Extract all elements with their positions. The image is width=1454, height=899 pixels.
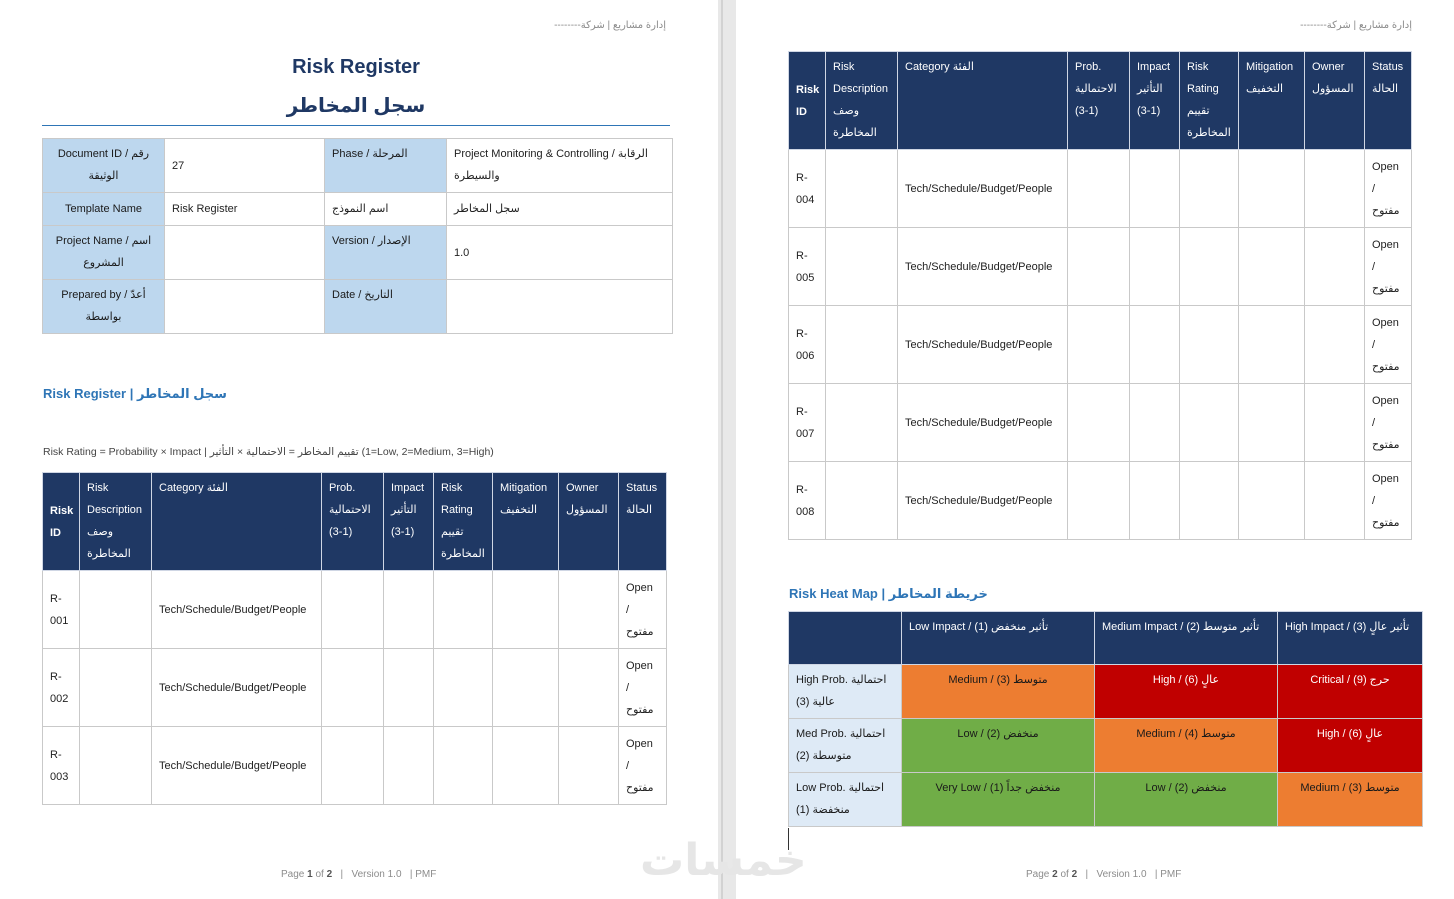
heat-cell-low: Low / منخفض (2) [1095, 773, 1278, 827]
risk-rating-formula: Risk Rating = Probability × Impact | تقييم المخاطر = الاحتمالية × التأثير (1=Low, 2=Medium, 3=High) [43, 446, 494, 458]
heat-map-corner [789, 612, 902, 665]
status-cell[interactable]: Open / مفتوح [1365, 462, 1412, 540]
col-status-header: Status الحالة [619, 473, 667, 571]
owner-cell[interactable] [1305, 228, 1365, 306]
risk-description-cell[interactable] [826, 150, 898, 228]
status-cell[interactable]: Open / مفتوح [619, 649, 667, 727]
probability-cell[interactable] [1068, 228, 1130, 306]
col-probability-header: Prob. الاحتمالية (1-3) [1068, 52, 1130, 150]
risk-rating-cell[interactable] [1180, 384, 1239, 462]
impact-cell[interactable] [384, 649, 434, 727]
heat-cell-very-low: Very Low / منخفض جداً (1) [902, 773, 1095, 827]
risk-rating-cell[interactable] [1180, 150, 1239, 228]
risk-rating-cell[interactable] [434, 727, 493, 805]
risk-rating-cell[interactable] [1180, 462, 1239, 540]
mitigation-cell[interactable] [493, 571, 559, 649]
col-owner-header: Owner المسؤول [1305, 52, 1365, 150]
category-cell[interactable]: Tech/Schedule/Budget/People [898, 306, 1068, 384]
risk-register-section-title: Risk Register | سجل المخاطر [43, 386, 227, 401]
category-cell[interactable]: Tech/Schedule/Budget/People [898, 384, 1068, 462]
risk-register-table-page1 [42, 472, 667, 805]
status-cell[interactable]: Open / مفتوح [1365, 384, 1412, 462]
owner-cell[interactable] [559, 571, 619, 649]
risk-id-cell[interactable]: R-006 [789, 306, 826, 384]
mitigation-cell[interactable] [1239, 384, 1305, 462]
status-cell[interactable]: Open / مفتوح [1365, 306, 1412, 384]
probability-cell[interactable] [1068, 462, 1130, 540]
heat-row-low-prob: Low Prob. احتمالية منخفضة (1) [789, 773, 902, 827]
risk-description-cell[interactable] [826, 384, 898, 462]
page-gutter [718, 0, 736, 899]
version-label: Version / الإصدار [325, 226, 447, 280]
impact-cell[interactable] [1130, 150, 1180, 228]
heat-cell-low: Low / منخفض (2) [902, 719, 1095, 773]
impact-cell[interactable] [1130, 384, 1180, 462]
heat-cell-critical: Critical / حرج (9) [1278, 665, 1423, 719]
risk-id-cell[interactable]: R-001 [43, 571, 80, 649]
risk-id-cell[interactable]: R-007 [789, 384, 826, 462]
probability-cell[interactable] [1068, 384, 1130, 462]
risk-description-cell[interactable] [826, 462, 898, 540]
mitigation-cell[interactable] [1239, 228, 1305, 306]
template-name-label: Template Name [43, 193, 165, 226]
owner-cell[interactable] [1305, 384, 1365, 462]
heat-row-med-prob: Med Prob. احتمالية متوسطة (2) [789, 719, 902, 773]
col-impact-header: Impact التأثير (1-3) [1130, 52, 1180, 150]
risk-row [789, 462, 1412, 540]
risk-description-cell[interactable] [826, 306, 898, 384]
risk-register-table-page2 [788, 51, 1412, 540]
risk-rating-cell[interactable] [1180, 306, 1239, 384]
probability-cell[interactable] [1068, 306, 1130, 384]
risk-rating-cell[interactable] [434, 571, 493, 649]
page-footer-1: Page 1 of 2 | Version 1.0 | PMF [281, 869, 437, 880]
project-name-label: Project Name / اسم المشروع [43, 226, 165, 280]
risk-rating-cell[interactable] [434, 649, 493, 727]
heat-col-medium-impact: Medium Impact / تأثير متوسط (2) [1095, 612, 1278, 665]
impact-cell[interactable] [1130, 462, 1180, 540]
col-probability-header: Prob. الاحتمالية (1-3) [322, 473, 384, 571]
impact-cell[interactable] [384, 571, 434, 649]
owner-cell[interactable] [559, 649, 619, 727]
heat-row-high-prob: High Prob. احتمالية عالية (3) [789, 665, 902, 719]
col-risk-id-header: Risk ID [789, 52, 826, 150]
category-cell[interactable]: Tech/Schedule/Budget/People [152, 649, 322, 727]
col-status-header: Status الحالة [1365, 52, 1412, 150]
risk-description-cell[interactable] [80, 727, 152, 805]
col-risk-description-header: Risk Description وصف المخاطرة [80, 473, 152, 571]
document-page-2 [736, 0, 1454, 899]
date-label: Date / التاريخ [325, 280, 447, 334]
prepared-by-value[interactable] [165, 280, 325, 334]
col-category-header: Category الفئة [152, 473, 322, 571]
owner-cell[interactable] [1305, 462, 1365, 540]
phase-value[interactable]: Project Monitoring & Controlling / الرقابة والسيطرة [447, 139, 673, 193]
project-name-value[interactable] [165, 226, 325, 280]
col-risk-description-header: Risk Description وصف المخاطرة [826, 52, 898, 150]
header-note: إدارة مشاريع | شركة-------- [554, 20, 666, 31]
status-cell[interactable]: Open / مفتوح [619, 571, 667, 649]
risk-description-cell[interactable] [80, 571, 152, 649]
category-cell[interactable]: Tech/Schedule/Budget/People [898, 462, 1068, 540]
owner-cell[interactable] [1305, 306, 1365, 384]
category-cell[interactable]: Tech/Schedule/Budget/People [898, 228, 1068, 306]
title-divider [42, 125, 670, 126]
document-title-ar: سجل المخاطر [286, 95, 426, 117]
col-risk-rating-header: Risk Rating تقييم المخاطرة [434, 473, 493, 571]
impact-cell[interactable] [384, 727, 434, 805]
risk-id-cell[interactable]: R-004 [789, 150, 826, 228]
impact-cell[interactable] [1130, 306, 1180, 384]
col-category-header: Category الفئة [898, 52, 1068, 150]
status-cell[interactable]: Open / مفتوح [1365, 150, 1412, 228]
col-risk-rating-header: Risk Rating تقييم المخاطرة [1180, 52, 1239, 150]
date-value[interactable] [447, 280, 673, 334]
prepared-by-label: Prepared by / أعدّ بواسطة [43, 280, 165, 334]
category-cell[interactable]: Tech/Schedule/Budget/People [152, 727, 322, 805]
owner-cell[interactable] [559, 727, 619, 805]
probability-cell[interactable] [322, 649, 384, 727]
watermark-logo: خمسات [640, 836, 807, 885]
risk-description-cell[interactable] [80, 649, 152, 727]
heat-map-section-title: Risk Heat Map | خريطة المخاطر [789, 586, 988, 601]
col-risk-id-header: Risk ID [43, 473, 80, 571]
risk-row [43, 727, 667, 805]
risk-row [43, 571, 667, 649]
owner-cell[interactable] [1305, 150, 1365, 228]
col-mitigation-header: Mitigation التخفيف [493, 473, 559, 571]
status-cell[interactable]: Open / مفتوح [1365, 228, 1412, 306]
page-footer-2: Page 2 of 2 | Version 1.0 | PMF [1026, 869, 1182, 880]
impact-cell[interactable] [1130, 228, 1180, 306]
mitigation-cell[interactable] [493, 727, 559, 805]
heat-cell-medium: Medium / متوسط (3) [902, 665, 1095, 719]
document-title-en: Risk Register [292, 56, 420, 78]
document-page-1 [0, 0, 718, 899]
mitigation-cell[interactable] [1239, 150, 1305, 228]
risk-rating-cell[interactable] [1180, 228, 1239, 306]
doc-id-value[interactable]: 27 [165, 139, 325, 193]
col-mitigation-header: Mitigation التخفيف [1239, 52, 1305, 150]
risk-description-cell[interactable] [826, 228, 898, 306]
phase-label: Phase / المرحلة [325, 139, 447, 193]
risk-row [789, 306, 1412, 384]
header-note-2: إدارة مشاريع | شركة-------- [1300, 20, 1412, 31]
status-cell[interactable]: Open / مفتوح [619, 727, 667, 805]
col-impact-header: Impact التأثير (1-3) [384, 473, 434, 571]
risk-id-cell[interactable]: R-005 [789, 228, 826, 306]
heat-cell-high: High / عالٍ (6) [1095, 665, 1278, 719]
heat-cell-high: High / عالٍ (6) [1278, 719, 1423, 773]
risk-id-cell[interactable]: R-002 [43, 649, 80, 727]
document-info-table [42, 138, 673, 334]
risk-row [789, 384, 1412, 462]
risk-id-cell[interactable]: R-003 [43, 727, 80, 805]
heat-col-high-impact: High Impact / تأثير عالٍ (3) [1278, 612, 1423, 665]
probability-cell[interactable] [322, 727, 384, 805]
probability-cell[interactable] [322, 571, 384, 649]
probability-cell[interactable] [1068, 150, 1130, 228]
template-name-value-ar[interactable]: سجل المخاطر [447, 193, 673, 226]
risk-row [43, 649, 667, 727]
template-name-label-ar: اسم النموذج [325, 193, 447, 226]
category-cell[interactable]: Tech/Schedule/Budget/People [152, 571, 322, 649]
mitigation-cell[interactable] [1239, 306, 1305, 384]
mitigation-cell[interactable] [1239, 462, 1305, 540]
heat-col-low-impact: Low Impact / تأثير منخفض (1) [902, 612, 1095, 665]
risk-heat-map [788, 611, 1423, 827]
category-cell[interactable]: Tech/Schedule/Budget/People [898, 150, 1068, 228]
col-owner-header: Owner المسؤول [559, 473, 619, 571]
risk-row [789, 228, 1412, 306]
risk-row [789, 150, 1412, 228]
risk-id-cell[interactable]: R-008 [789, 462, 826, 540]
version-value[interactable]: 1.0 [447, 226, 673, 280]
doc-id-label: Document ID / رقم الوثيقة [43, 139, 165, 193]
heat-cell-medium: Medium / متوسط (3) [1278, 773, 1423, 827]
mitigation-cell[interactable] [493, 649, 559, 727]
heat-cell-medium: Medium / متوسط (4) [1095, 719, 1278, 773]
template-name-value[interactable]: Risk Register [165, 193, 325, 226]
